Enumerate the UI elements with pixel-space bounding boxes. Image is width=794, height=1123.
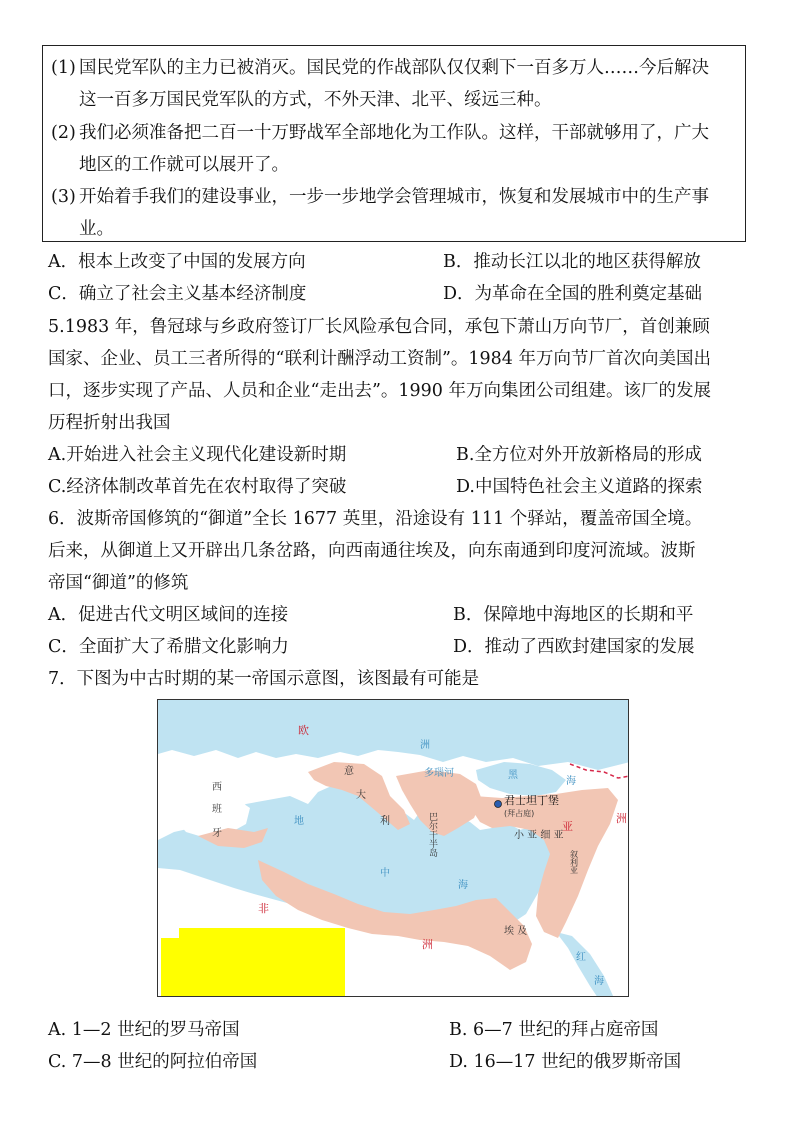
map-label-black-sea-1: 黑 — [508, 770, 518, 781]
map-label-asia-1: 亚 — [562, 820, 573, 833]
quote-line-6: 业。 — [79, 219, 114, 239]
quote-number-3: (3) — [51, 187, 76, 207]
quote-text-1: 国民党军队的主力已被消灭。国民党的作战部队仅仅剩下一百多万人……今后解决 — [79, 58, 709, 78]
q5-option-b[interactable]: B.全方位对外开放新格局的形成 — [456, 445, 702, 465]
map-label-syria: 叙利亚 — [569, 850, 579, 874]
map-label-europe-2: 洲 — [420, 740, 430, 751]
map-label-asia-2: 洲 — [616, 812, 627, 825]
q4-option-d[interactable]: D．为革命在全国的胜利奠定基础 — [443, 284, 703, 304]
q5-stem-line-1: 5.1983 年，鲁冠球与乡政府签订厂长风险承包合同，承包下萧山万向节厂，首创兼顾 — [48, 317, 710, 337]
quote-line-1 — [51, 57, 709, 79]
q6-stem-line-1: 6．波斯帝国修筑的“御道”全长 1677 英里，沿途设有 111 个驿站，覆盖帝国全境。 — [48, 509, 703, 529]
q6-stem-line-2: 后来，从御道上又开辟出几条岔路，向西南通往埃及，向东南通到印度河流域。波斯 — [48, 541, 696, 561]
map-yellow-highlight — [161, 928, 345, 997]
q6-option-d[interactable]: D．推动了西欧封建国家的发展 — [453, 637, 695, 657]
q7-stem: 7．下图为中古时期的某一帝国示意图，该图最有可能是 — [48, 669, 480, 689]
map-label-europe-1: 欧 — [298, 724, 309, 737]
q6-option-b[interactable]: B．保障地中海地区的长期和平 — [453, 605, 694, 625]
quote-number-2: (2) — [51, 123, 76, 143]
map-label-spain-1: 西 — [212, 782, 222, 793]
q5-option-c[interactable]: C.经济体制改革首先在农村取得了突破 — [48, 477, 347, 497]
q6-option-a[interactable]: A．促进古代文明区域间的连接 — [48, 605, 289, 625]
quote-line-2: 这一百多万国民党军队的方式，不外天津、北平、绥远三种。 — [79, 90, 552, 110]
map-label-italy-3: 利 — [380, 816, 390, 827]
empire-map-svg — [158, 700, 629, 997]
map-label-red-sea-1: 红 — [576, 952, 586, 963]
quote-text-5: 开始着手我们的建设事业，一步一步地学会管理城市，恢复和发展城市中的生产事 — [79, 187, 709, 207]
map-label-balkans: 巴尔干半岛 — [427, 812, 437, 857]
map-constantinople-marker — [495, 801, 502, 808]
q5-stem-line-4: 历程折射出我国 — [48, 413, 171, 433]
map-label-byzantium: (拜占庭) — [504, 809, 535, 818]
quote-number-1: (1) — [51, 58, 76, 78]
quote-line-5 — [51, 186, 709, 208]
map-label-med-2: 中 — [380, 868, 390, 879]
map-label-italy-2: 大 — [356, 790, 366, 801]
map-label-med-3: 海 — [458, 880, 468, 891]
map-label-spain-3: 牙 — [212, 828, 222, 839]
quote-text-3: 我们必须准备把二百一十万野战军全部地化为工作队。这样，干部就够用了，广大 — [79, 123, 709, 143]
q4-option-a[interactable]: A．根本上改变了中国的发展方向 — [48, 252, 306, 272]
q6-option-c[interactable]: C．全面扩大了希腊文化影响力 — [48, 637, 289, 657]
map-label-spain-2: 班 — [212, 804, 222, 815]
map-highlight-notch — [161, 928, 179, 938]
q5-stem-line-2: 国家、企业、员工三者所得的“联利计酬浮动工资制”。1984 年万向节厂首次向美国出 — [48, 349, 711, 369]
map-label-black-sea-2: 海 — [566, 776, 576, 787]
q5-option-a[interactable]: A.开始进入社会主义现代化建设新时期 — [48, 445, 347, 465]
q7-option-d[interactable]: D. 16—17 世纪的俄罗斯帝国 — [449, 1052, 682, 1072]
map-label-africa-1: 非 — [258, 902, 269, 915]
quote-line-4: 地区的工作就可以展开了。 — [79, 155, 289, 175]
map-label-africa-2: 洲 — [422, 938, 433, 951]
q7-option-a[interactable]: A. 1—2 世纪的罗马帝国 — [48, 1020, 240, 1040]
q5-option-d[interactable]: D.中国特色社会主义道路的探索 — [456, 477, 703, 497]
q5-stem-line-3: 口，逐步实现了产品、人员和企业“走出去”。1990 年万向集团公司组建。该厂的发展 — [48, 381, 711, 401]
map-label-danube: 多瑙河 — [424, 768, 454, 779]
q4-option-c[interactable]: C．确立了社会主义基本经济制度 — [48, 284, 307, 304]
q6-stem-line-3: 帝国“御道”的修筑 — [48, 573, 189, 593]
q7-option-b[interactable]: B. 6—7 世纪的拜占庭帝国 — [449, 1020, 659, 1040]
map-label-italy-1: 意 — [344, 766, 354, 777]
map-label-med-1: 地 — [294, 816, 304, 827]
q7-option-c[interactable]: C. 7—8 世纪的阿拉伯帝国 — [48, 1052, 258, 1072]
quote-line-3 — [51, 122, 709, 144]
quote-box — [42, 45, 746, 242]
map-label-asia-minor: 小 亚 细 亚 — [514, 830, 564, 841]
empire-map — [157, 699, 629, 997]
map-label-constantinople: 君士坦丁堡 — [504, 794, 559, 807]
map-label-red-sea-2: 海 — [594, 976, 604, 987]
map-label-egypt: 埃 及 — [504, 926, 528, 937]
q4-option-b[interactable]: B．推动长江以北的地区获得解放 — [443, 252, 701, 272]
